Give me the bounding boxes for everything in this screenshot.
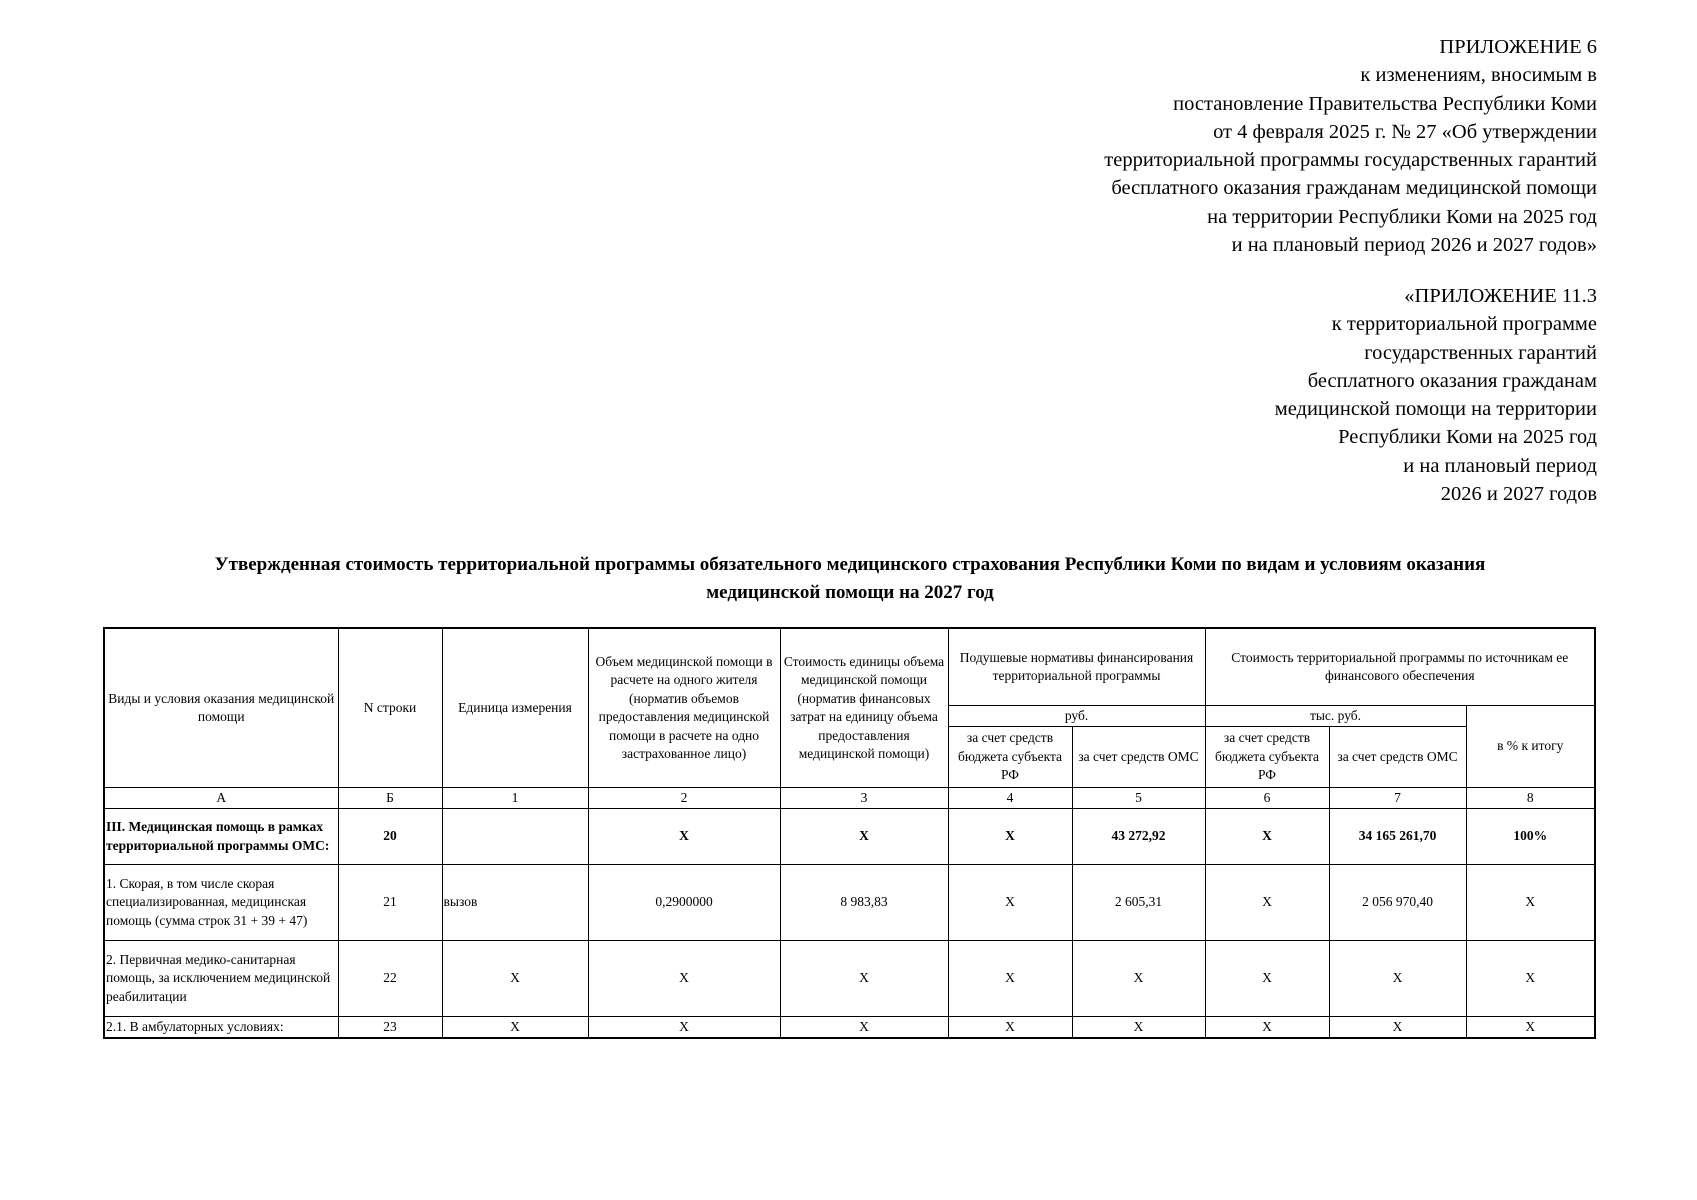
row-number: 23	[338, 1017, 442, 1039]
row-unit-cost: X	[780, 1017, 948, 1039]
row-budget-thousand: X	[1205, 1017, 1329, 1039]
appendix-line: территориальной программы государственных гарантий	[1104, 149, 1597, 172]
appendix-line: ПРИЛОЖЕНИЕ 6	[1439, 36, 1597, 58]
row-oms-rub: X	[1072, 1017, 1205, 1039]
sub-appendix-line: и на плановый период	[1403, 454, 1597, 477]
sub-appendix-line: «ПРИЛОЖЕНИЕ 11.3	[1404, 285, 1597, 307]
row-volume: X	[588, 809, 780, 865]
cost-table	[103, 627, 1596, 1039]
column-index: Б	[338, 788, 442, 809]
header-budget-thousand: за счет средств бюджета субъекта РФ	[1205, 727, 1329, 788]
table-row	[104, 941, 1595, 1017]
document-title	[100, 551, 1600, 607]
appendix-line: постановление Правительства Республики Коми	[1173, 92, 1597, 115]
header-program-cost: Стоимость территориальной программы по источникам ее финансового обеспечения	[1205, 628, 1595, 706]
row-unit: X	[442, 941, 588, 1017]
sub-appendix-line: медицинской помощи на территории	[1274, 398, 1597, 421]
row-volume: 0,2900000	[588, 865, 780, 941]
table-row	[104, 1017, 1595, 1039]
header-types: Виды и условия оказания медицинской помощи	[104, 628, 338, 788]
row-oms-rub: 2 605,31	[1072, 865, 1205, 941]
header-rub: руб.	[948, 706, 1205, 727]
column-index: 5	[1072, 788, 1205, 809]
column-index: А	[104, 788, 338, 809]
header-row-number: N строки	[338, 628, 442, 788]
column-index: 1	[442, 788, 588, 809]
row-unit-cost: 8 983,83	[780, 865, 948, 941]
appendix-line: на территории Республики Коми на 2025 год	[1207, 205, 1597, 228]
row-oms-rub: 43 272,92	[1072, 809, 1205, 865]
row-percent: X	[1466, 865, 1595, 941]
row-oms-thousand: 34 165 261,70	[1329, 809, 1466, 865]
document-title-line: медицинской помощи на 2027 год	[706, 582, 994, 603]
row-unit-cost: X	[780, 941, 948, 1017]
column-index: 8	[1466, 788, 1595, 809]
row-percent: X	[1466, 1017, 1595, 1039]
row-unit	[442, 809, 588, 865]
header-per-capita: Подушевые нормативы финансирования территориальной программы	[948, 628, 1205, 706]
row-percent: X	[1466, 941, 1595, 1017]
sub-appendix-line: бесплатного оказания гражданам	[1307, 369, 1597, 392]
header-thousand-rub: тыс. руб.	[1205, 706, 1466, 727]
row-budget-thousand: X	[1205, 809, 1329, 865]
row-budget-rub: X	[948, 941, 1072, 1017]
row-unit-cost: X	[780, 809, 948, 865]
column-index: 2	[588, 788, 780, 809]
row-budget-thousand: X	[1205, 865, 1329, 941]
row-name: 2. Первичная медико-санитарная помощь, за исключением медицинской реабилитации	[104, 941, 338, 1017]
header-unit-cost: Стоимость единицы объема медицинской помощи (норматив финансовых затрат на единицу объема предоставления медицинской помощи)	[780, 628, 948, 788]
sub-appendix-header	[1275, 282, 1597, 508]
header-budget-rub: за счет средств бюджета субъекта РФ	[948, 727, 1072, 788]
appendix-line: к изменениям, вносимым в	[1360, 64, 1597, 87]
row-volume: X	[588, 941, 780, 1017]
table-row	[104, 865, 1595, 941]
column-index: 3	[780, 788, 948, 809]
row-name: 2.1. В амбулаторных условиях:	[104, 1017, 338, 1039]
header-percent: в % к итогу	[1466, 706, 1595, 788]
appendix-line: бесплатного оказания гражданам медицинской помощи	[1111, 177, 1597, 200]
appendix-line: от 4 февраля 2025 г. № 27 «Об утверждении	[1213, 120, 1597, 143]
row-budget-thousand: X	[1205, 941, 1329, 1017]
row-number: 20	[338, 809, 442, 865]
row-budget-rub: X	[948, 1017, 1072, 1039]
header-oms-thousand: за счет средств ОМС	[1329, 727, 1466, 788]
column-index: 6	[1205, 788, 1329, 809]
appendix-line: и на плановый период 2026 и 2027 годов»	[1231, 234, 1597, 257]
sub-appendix-line: к территориальной программе	[1331, 313, 1597, 336]
sub-appendix-line: государственных гарантий	[1364, 341, 1597, 364]
document-title-line: Утвержденная стоимость территориальной программы обязательного медицинского страхования Республики Коми по видам и условиям оказания	[214, 554, 1486, 575]
row-budget-rub: X	[948, 809, 1072, 865]
column-index-row	[104, 788, 1595, 809]
row-number: 21	[338, 865, 442, 941]
row-oms-thousand: X	[1329, 1017, 1466, 1039]
row-oms-rub: X	[1072, 941, 1205, 1017]
row-number: 22	[338, 941, 442, 1017]
row-name: 1. Скорая, в том числе скорая специализированная, медицинская помощь (сумма строк 31 + 39 + 47)	[104, 865, 338, 941]
row-percent: 100%	[1466, 809, 1595, 865]
row-budget-rub: X	[948, 865, 1072, 941]
sub-appendix-line: 2026 и 2027 годов	[1440, 483, 1597, 506]
header-oms-rub: за счет средств ОМС	[1072, 727, 1205, 788]
table-row	[104, 809, 1595, 865]
row-name: III. Медицинская помощь в рамках территориальной программы ОМС:	[104, 809, 338, 865]
row-unit: X	[442, 1017, 588, 1039]
row-oms-thousand: X	[1329, 941, 1466, 1017]
row-volume: X	[588, 1017, 780, 1039]
header-volume: Объем медицинской помощи в расчете на одного жителя (норматив объемов предоставления медицинской помощи в расчете на одно застрахованное лицо)	[588, 628, 780, 788]
sub-appendix-line: Республики Коми на 2025 год	[1338, 426, 1597, 449]
header-unit: Единица измерения	[442, 628, 588, 788]
column-index: 4	[948, 788, 1072, 809]
table-header-row	[104, 628, 1595, 706]
appendix-header	[1104, 33, 1597, 259]
column-index: 7	[1329, 788, 1466, 809]
row-oms-thousand: 2 056 970,40	[1329, 865, 1466, 941]
row-unit: вызов	[442, 865, 588, 941]
